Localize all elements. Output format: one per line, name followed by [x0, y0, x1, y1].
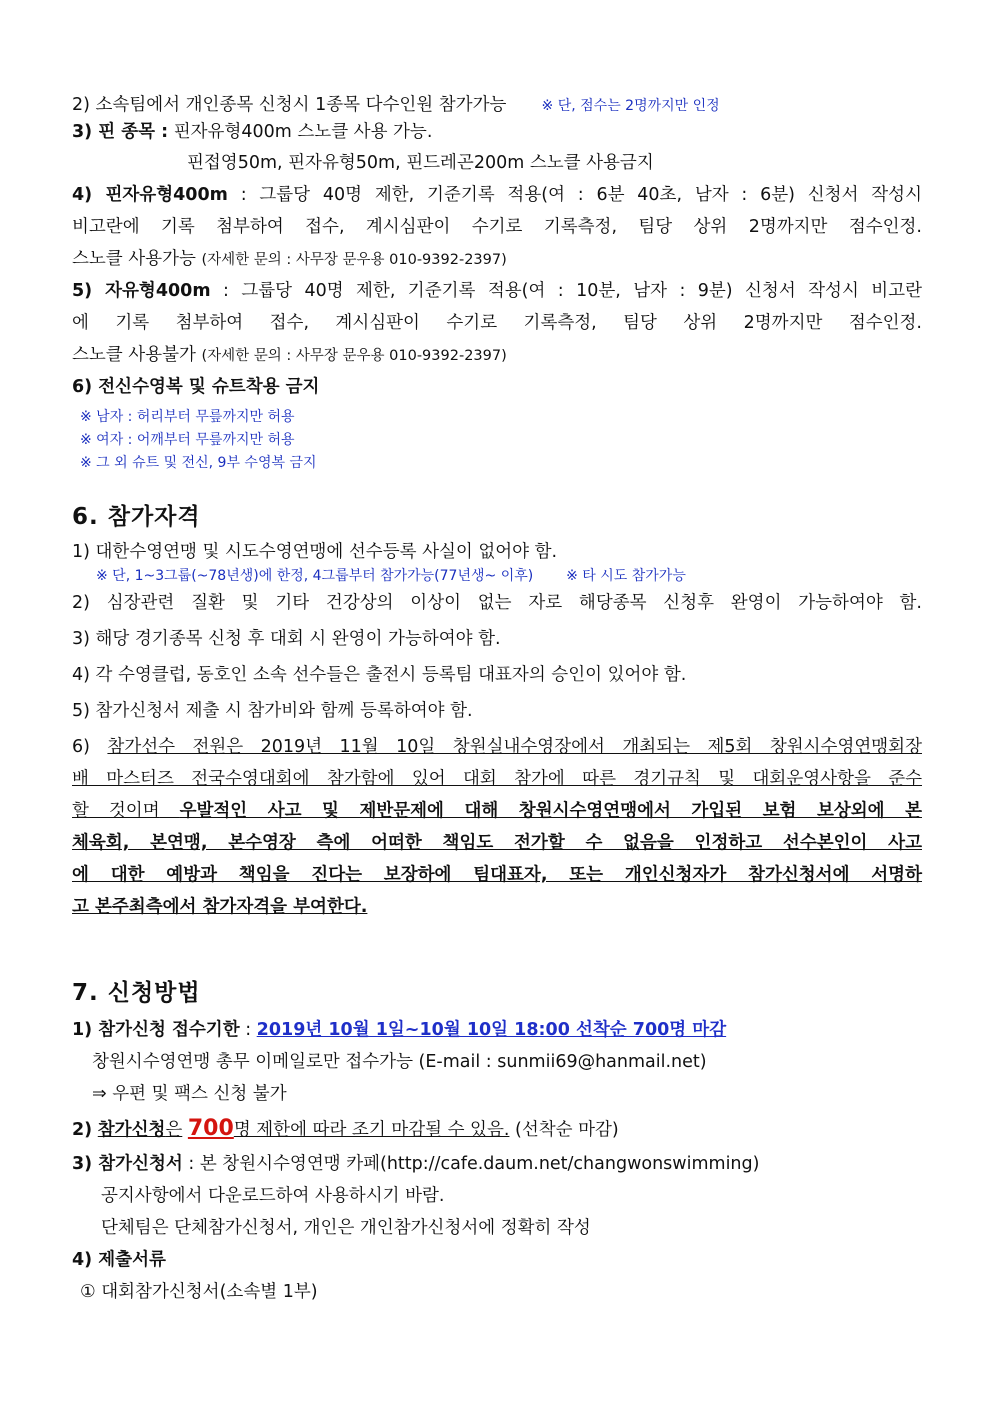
apply-2: 2) 참가신청은 700명 제한에 따라 조기 마감될 수 있음. (선착순 마감) — [72, 1116, 619, 1141]
apply-4: 4) 제출서류 — [72, 1250, 166, 1270]
swimsuit-note-1: ※ 남자 : 허리부터 무릎까지만 허용 — [80, 409, 295, 425]
eligibility-6-line-2: 배 마스터즈 전국수영대회에 참가함에 있어 대회 참가에 따른 경기규칙 및 대회운영사항을 준수 — [72, 769, 922, 789]
rule-line-5-c: 스노클 사용불가 (자세한 문의 : 사무장 문우용 010-9392-2397) — [72, 345, 507, 365]
rule-line-4-b: 비고란에 기록 첨부하여 접수, 계시심판이 수기로 기록측정, 팀당 상위 2명까지만 점수인정. — [72, 217, 922, 237]
swimsuit-note-2: ※ 여자 : 어깨부터 무릎까지만 허용 — [80, 432, 295, 448]
rule-line-3: 3) 핀 종목 : 핀자유형400m 스노클 사용 가능. — [72, 122, 433, 142]
rule-line-5-b: 에 기록 첨부하여 접수, 계시심판이 수기로 기록측정, 팀당 상위 2명까지만 점수인정. — [72, 313, 922, 333]
rule-line-2: 2) 소속팀에서 개인종목 신청시 1종목 다수인원 참가가능 ※ 단, 점수는 2명까지만 인정 — [72, 95, 720, 115]
eligibility-6-line-6: 고 본주최측에서 참가자격을 부여한다. — [72, 897, 368, 917]
apply-1-email: 창원시수영연맹 총무 이메일로만 접수가능 (E-mail : sunmii69@hanmail.net) — [92, 1052, 707, 1072]
rule-line-4-c: 스노클 사용가능 (자세한 문의 : 사무장 문우용 010-9392-2397) — [72, 249, 507, 269]
rule-line-4: 4) 핀자유형400m : 그룹당 40명 제한, 기준기록 적용(여 : 6분 40초, 남자 : 6분) 신청서 작성시 — [72, 185, 922, 205]
eligibility-6-line-3: 할 것이며 우발적인 사고 및 제반문제에 대해 창원시수영연맹에서 가입된 보험 보상외에 본 — [72, 801, 922, 821]
section-6-title: 6. 참가자격 — [72, 504, 201, 530]
eligibility-6-line-1: 6) 참가선수 전원은 2019년 11월 10일 창원실내수영장에서 개최되는 제5회 창원시수영연맹회장 — [72, 737, 922, 757]
eligibility-1-note: ※ 단, 1~3그룹(~78년생)에 한정, 4그룹부터 참가가능(77년생~ 이후) ※ 타 시도 참가가능 — [96, 568, 686, 584]
apply-4-item-1: ① 대회참가신청서(소속별 1부) — [80, 1282, 318, 1302]
eligibility-5: 5) 참가신청서 제출 시 참가비와 함께 등록하여야 함. — [72, 701, 473, 721]
eligibility-6-line-5: 에 대한 예방과 책임을 진다는 보장하에 팀대표자, 또는 개인신청자가 참가신청서에 서명하 — [72, 865, 922, 885]
eligibility-6-line-4: 체육회, 본연맹, 본수영장 측에 어떠한 책임도 전가할 수 없음을 인정하고 선수본인이 사고 — [72, 833, 922, 853]
apply-1-no-post: ⇒ 우편 및 팩스 신청 불가 — [92, 1084, 287, 1104]
apply-1: 1) 참가신청 접수기한 : 2019년 10월 1일~10월 10일 18:00 선착순 700명 마감 — [72, 1020, 727, 1040]
apply-3: 3) 참가신청서 : 본 창원시수영연맹 카페(http://cafe.daum.net/changwonswimming) — [72, 1154, 760, 1174]
apply-3-download: 공지사항에서 다운로드하여 사용하시기 바람. — [101, 1186, 445, 1206]
rule-line-3-sub: 핀접영50m, 핀자유형50m, 핀드레곤200m 스노클 사용금지 — [187, 153, 654, 173]
eligibility-4: 4) 각 수영클럽, 동호인 소속 선수들은 출전시 등록팀 대표자의 승인이 있어야 함. — [72, 665, 687, 685]
eligibility-2: 2) 심장관련 질환 및 기타 건강상의 이상이 없는 자로 해당종목 신청후 완영이 가능하여야 함. — [72, 593, 922, 613]
apply-3-forms: 단체팀은 단체참가신청서, 개인은 개인참가신청서에 정확히 작성 — [101, 1218, 591, 1238]
score-note: ※ 단, 점수는 2명까지만 인정 — [541, 98, 720, 114]
rule-line-5: 5) 자유형400m : 그룹당 40명 제한, 기준기록 적용(여 : 10분, 남자 : 9분) 신청서 작성시 비고란 — [72, 281, 922, 301]
rule-line-6: 6) 전신수영복 및 슈트착용 금지 — [72, 377, 320, 397]
swimsuit-note-3: ※ 그 외 슈트 및 전신, 9부 수영복 금지 — [80, 455, 317, 471]
eligibility-1: 1) 대한수영연맹 및 시도수영연맹에 선수등록 사실이 없어야 함. — [72, 542, 558, 562]
limit-count: 700 — [187, 1116, 234, 1141]
section-7-title: 7. 신청방법 — [72, 980, 201, 1006]
eligibility-3: 3) 해당 경기종목 신청 후 대회 시 완영이 가능하여야 함. — [72, 629, 501, 649]
apply-period: 2019년 10월 1일~10월 10일 18:00 선착순 700명 마감 — [256, 1020, 727, 1040]
